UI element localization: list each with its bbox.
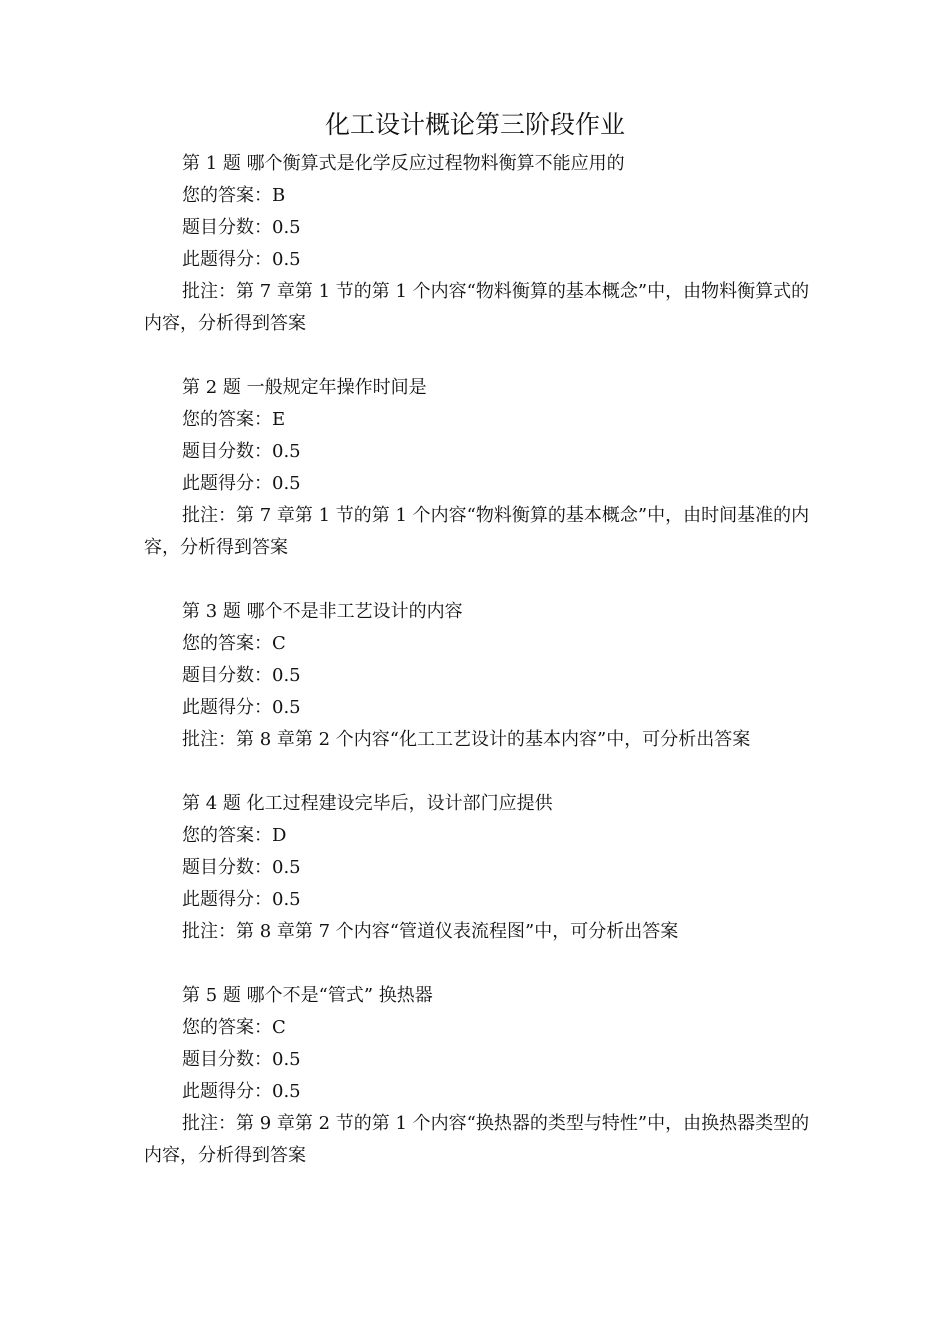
question-block-2: [144, 372, 812, 564]
question-block-3: [144, 596, 812, 756]
obtained-score: 此题得分：0.5: [182, 889, 301, 910]
annotation: 批注：第 8 章第 2 个内容“化工工艺设计的基本内容”中，可分析出答案: [182, 729, 751, 750]
your-answer: 您的答案：E: [182, 409, 286, 430]
obtained-score: 此题得分：0.5: [182, 249, 301, 270]
question-score: 题目分数：0.5: [182, 1049, 301, 1070]
question-block-1: [144, 148, 812, 340]
annotation: 批注：第 7 章第 1 节的第 1 个内容“物料衡算的基本概念”中，由时间基准的内容，分析得到答案: [144, 505, 810, 558]
question-list: [144, 148, 812, 1204]
your-answer: 您的答案：C: [182, 633, 286, 654]
question-block-5: [144, 980, 812, 1172]
question-text: 第 5 题 哪个不是“管式” 换热器: [182, 985, 433, 1006]
obtained-score: 此题得分：0.5: [182, 473, 301, 494]
your-answer: 您的答案：C: [182, 1017, 286, 1038]
question-text: 第 4 题 化工过程建设完毕后，设计部门应提供: [182, 793, 553, 814]
question-text: 第 2 题 一般规定年操作时间是: [182, 377, 427, 398]
your-answer: 您的答案：B: [182, 185, 286, 206]
question-block-4: [144, 788, 812, 948]
annotation: 批注：第 7 章第 1 节的第 1 个内容“物料衡算的基本概念”中，由物料衡算式的内容，分析得到答案: [144, 281, 810, 334]
obtained-score: 此题得分：0.5: [182, 697, 301, 718]
annotation: 批注：第 9 章第 2 节的第 1 个内容“换热器的类型与特性”中，由换热器类型的内容，分析得到答案: [144, 1113, 810, 1166]
page-title: 化工设计概论第三阶段作业: [324, 110, 625, 139]
question-score: 题目分数：0.5: [182, 665, 301, 686]
question-text: 第 1 题 哪个衡算式是化学反应过程物料衡算不能应用的: [182, 153, 625, 174]
question-score: 题目分数：0.5: [182, 217, 301, 238]
obtained-score: 此题得分：0.5: [182, 1081, 301, 1102]
question-score: 题目分数：0.5: [182, 857, 301, 878]
question-text: 第 3 题 哪个不是非工艺设计的内容: [182, 601, 463, 622]
your-answer: 您的答案：D: [182, 825, 287, 846]
question-score: 题目分数：0.5: [182, 441, 301, 462]
annotation: 批注：第 8 章第 7 个内容“管道仪表流程图”中，可分析出答案: [182, 921, 679, 942]
